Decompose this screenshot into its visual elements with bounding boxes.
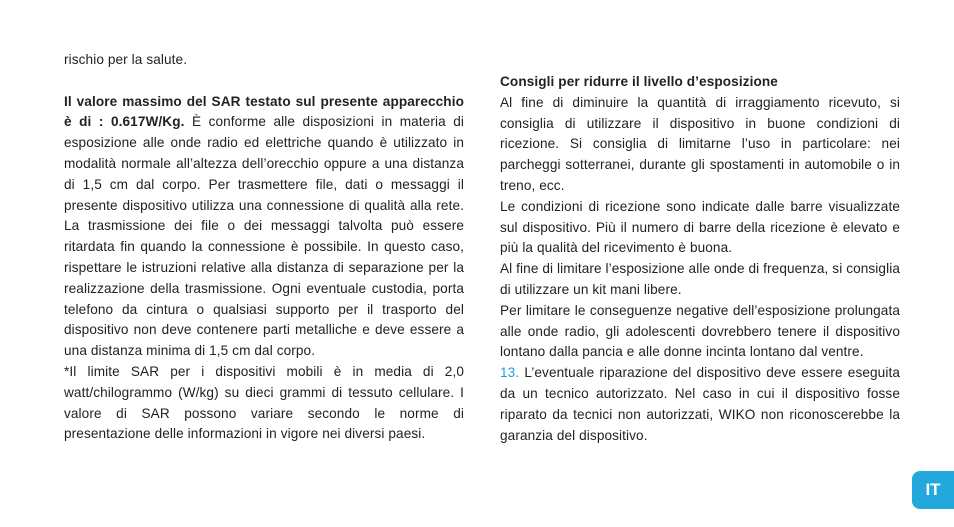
paragraph-repair	[500, 363, 900, 446]
language-tab: IT	[912, 471, 954, 509]
section-heading	[500, 72, 900, 93]
sar-value-bold: Il valore massimo del SAR testato sul presente apparecchio è di : 0.617W/Kg.	[64, 93, 464, 130]
paragraph-intro: rischio per la salute.	[64, 52, 188, 67]
paragraph-reception: Al fine di diminuire la quantità di irraggiamento ricevuto, si consiglia di utilizzare il dispositivo in buone condizioni di ricezione. Si consiglia di limitarne l’uso in particolare: nei parcheggi sotterranei, durante gli spostamenti in automobile o in treno, ecc.	[500, 94, 900, 193]
paragraph-gap	[64, 71, 464, 92]
right-column	[500, 72, 900, 446]
section-heading-text: Consigli per ridurre il livello d’esposizione	[500, 74, 778, 89]
sar-value-text: È conforme alle disposizioni in materia di esposizione alle onde radio ed elettriche quando è utilizzato in modalità normale all’altezza dell’orecchio oppure a una distanza di 1,5 cm dal corpo. Per trasmettere file, dati o messaggi il presente dispositivo utilizza una connessione di qualità alla rete. La trasmissione dei file o dei messaggi talvolta può essere ritardata fin quando la connessione è possibile. In questo caso, rispettare le istruzioni relative alla distanza di separazione per la realizzazione della trasmissione. Ogni eventuale custodia, porta telefono da cintura o qualsiasi supporto per il trasporto del dispositivo non deve contenere parti metalliche e deve essere a una distanza minima di 1,5 cm dal corpo.	[64, 114, 464, 359]
paragraph-bars: Le condizioni di ricezione sono indicate dalle barre visualizzate sul dispositivo. Più il numero di barre della ricezione è elevato e più la qualità del ricevimento è buona.	[500, 198, 900, 256]
repair-text: L’eventuale riparazione del dispositivo deve essere eseguita da un tecnico autorizzato. Nel caso in cui il dispositivo fosse riparato da tecnici non autorizzati, WIKO non riconoscerebbe la garanzia del dispositivo.	[500, 365, 900, 443]
paragraph-sar-value	[64, 92, 464, 362]
left-column	[64, 50, 464, 445]
paragraph-adolescents: Per limitare le conseguenze negative dell’esposizione prolungata alle onde radio, gli adolescenti dovrebbero tenere il dispositivo lontano dalla pancia e alle donne incinta lontano dal ventre.	[500, 302, 900, 360]
paragraph-sar-limit: *Il limite SAR per i dispositivi mobili è in media di 2,0 watt/chilogrammo (W/kg) su dieci grammi di tessuto cellulare. I valore di SAR possono variare secondo le norme di presentazione delle informazioni in vigore nei diversi paesi.	[64, 363, 464, 442]
item-number: 13.	[500, 365, 520, 381]
paragraph-handsfree: Al fine di limitare l’esposizione alle onde di frequenza, si consiglia di utilizzare un kit mani libere.	[500, 261, 900, 297]
